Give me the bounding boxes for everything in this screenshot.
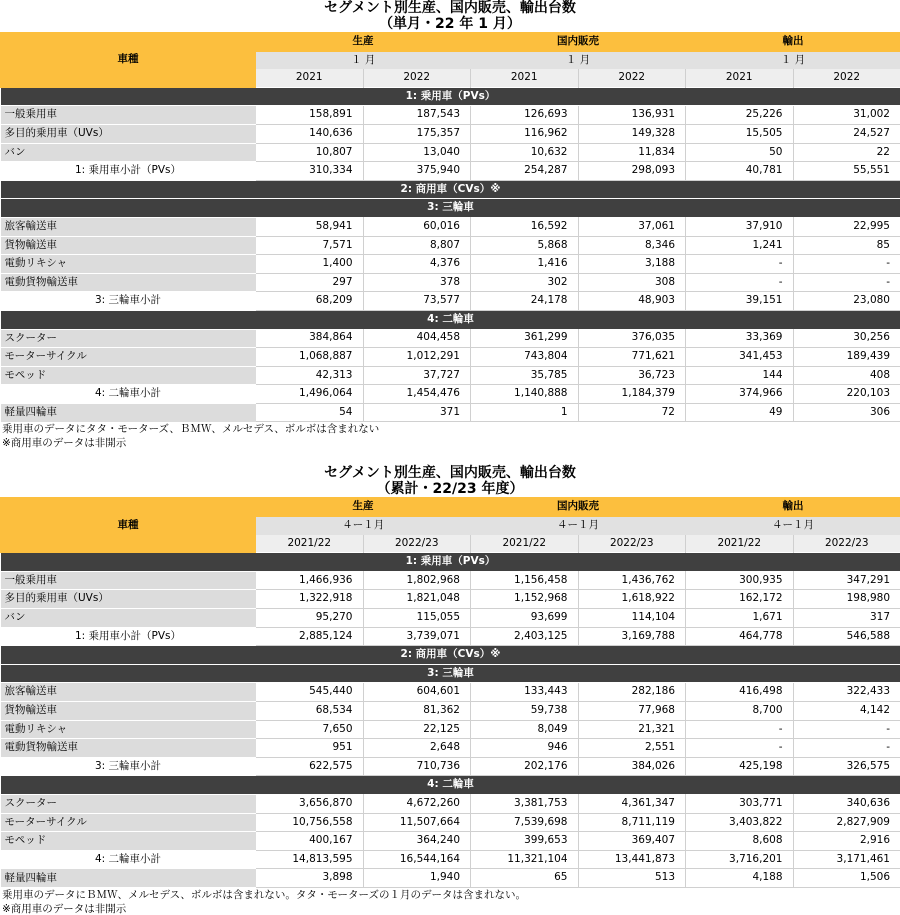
table-cell: 1 xyxy=(471,403,579,422)
table-cell: 1,241 xyxy=(686,236,794,255)
table-cell: 743,804 xyxy=(471,348,579,367)
table-cell: 254,287 xyxy=(471,162,579,181)
table-cell: 3,898 xyxy=(256,869,364,888)
table-cell: 24,178 xyxy=(471,292,579,311)
table-cell: 140,636 xyxy=(256,124,364,143)
header-group-production: 生産 xyxy=(256,498,471,517)
table-cell: 126,693 xyxy=(471,106,579,125)
table-cell: 1,184,379 xyxy=(578,385,686,404)
table-cell: 49 xyxy=(686,403,794,422)
table-cell: 85 xyxy=(793,236,900,255)
table-cell: 220,103 xyxy=(793,385,900,404)
row-label: 多目的乗用車（UVs） xyxy=(1,590,256,609)
table-cell: 50 xyxy=(686,143,794,162)
row-label: モーターサイクル xyxy=(1,348,256,367)
table-row xyxy=(1,106,900,125)
table-row xyxy=(1,739,900,758)
section-heading: 1: 乗用車（PVs） xyxy=(1,553,900,572)
row-label: 電動貨物輸送車 xyxy=(1,739,256,758)
table-cell: - xyxy=(793,273,900,292)
table-cell: 400,167 xyxy=(256,832,364,851)
table-cell: 1,322,918 xyxy=(256,590,364,609)
table-cell: 371 xyxy=(363,403,471,422)
table-cell: 8,049 xyxy=(471,720,579,739)
table-cell: 23,080 xyxy=(793,292,900,311)
section-row-two-wheeler xyxy=(1,776,900,795)
table1-block xyxy=(0,0,900,450)
table-cell: 198,980 xyxy=(793,590,900,609)
table-cell: 8,807 xyxy=(363,236,471,255)
header-group-production: 生産 xyxy=(256,33,471,52)
header-year: 2022 xyxy=(793,69,900,87)
subtotal-row xyxy=(1,757,900,776)
footnote: ※商用車のデータは非開示 xyxy=(2,437,127,450)
header-year: 2021 xyxy=(256,69,364,87)
section-row-three-wheeler xyxy=(1,664,900,683)
table-cell: 4,188 xyxy=(686,869,794,888)
row-label: スクーター xyxy=(1,329,256,348)
table-cell: 10,807 xyxy=(256,143,364,162)
table-cell: 2,916 xyxy=(793,832,900,851)
table-cell: 149,328 xyxy=(578,124,686,143)
table-cell: 604,601 xyxy=(363,683,471,702)
table-cell: 1,156,458 xyxy=(471,571,579,590)
table-cell: 115,055 xyxy=(363,609,471,628)
table-row xyxy=(1,720,900,739)
table-cell: 10,632 xyxy=(471,143,579,162)
table-cell: 11,507,664 xyxy=(363,813,471,832)
header-year: 2022/23 xyxy=(363,535,471,553)
table-cell: - xyxy=(686,273,794,292)
table-cell: 36,723 xyxy=(578,366,686,385)
section-heading: 2: 商用車（CVs）※ xyxy=(1,646,900,665)
header-period: １ 月 xyxy=(256,51,471,69)
section-heading: 3: 三輪車 xyxy=(1,664,900,683)
table-cell: 93,699 xyxy=(471,609,579,628)
table-cell: 59,738 xyxy=(471,702,579,721)
table-cell: 622,575 xyxy=(256,757,364,776)
table-cell: 3,188 xyxy=(578,255,686,274)
row-label: 一般乗用車 xyxy=(1,571,256,590)
header-year: 2022/23 xyxy=(793,535,900,553)
header-period: １ 月 xyxy=(686,51,900,69)
table-cell: 30,256 xyxy=(793,329,900,348)
header-year: 2022 xyxy=(363,69,471,87)
section-row-three-wheeler xyxy=(1,199,900,218)
table-cell: 4,672,260 xyxy=(363,794,471,813)
table-cell: 187,543 xyxy=(363,106,471,125)
section-heading: 2: 商用車（CVs）※ xyxy=(1,180,900,199)
row-label: 軽量四輪車 xyxy=(1,403,256,422)
table-cell: 136,931 xyxy=(578,106,686,125)
table-cell: 946 xyxy=(471,739,579,758)
table-cell: 340,636 xyxy=(793,794,900,813)
header-row-groups xyxy=(1,33,900,52)
table-cell: 4,142 xyxy=(793,702,900,721)
table-row xyxy=(1,869,900,888)
table-cell: 384,026 xyxy=(578,757,686,776)
row-label: 多目的乗用車（UVs） xyxy=(1,124,256,143)
table-cell: 68,209 xyxy=(256,292,364,311)
header-year: 2021/22 xyxy=(256,535,364,553)
table-cell: 95,270 xyxy=(256,609,364,628)
table-cell: 317 xyxy=(793,609,900,628)
subtotal-row xyxy=(1,385,900,404)
table-cell: 40,781 xyxy=(686,162,794,181)
table-cell: 1,436,762 xyxy=(578,571,686,590)
table-cell: 303,771 xyxy=(686,794,794,813)
table-cell: 1,012,291 xyxy=(363,348,471,367)
table-cell: 3,656,870 xyxy=(256,794,364,813)
row-label: 4: 二輪車小計 xyxy=(1,385,256,404)
table-cell: 81,362 xyxy=(363,702,471,721)
table2-block xyxy=(0,465,900,915)
table-cell: 202,176 xyxy=(471,757,579,776)
table-cell: 364,240 xyxy=(363,832,471,851)
table-cell: 513 xyxy=(578,869,686,888)
table-cell: 21,321 xyxy=(578,720,686,739)
table-cell: 1,466,936 xyxy=(256,571,364,590)
table-cell: 310,334 xyxy=(256,162,364,181)
section-heading: 3: 三輪車 xyxy=(1,199,900,218)
table-row xyxy=(1,683,900,702)
row-label: 電動リキシャ xyxy=(1,720,256,739)
table-cell: 1,068,887 xyxy=(256,348,364,367)
table-cell: 15,505 xyxy=(686,124,794,143)
row-label: スクーター xyxy=(1,794,256,813)
row-label: 1: 乗用車小計（PVs） xyxy=(1,627,256,646)
row-label: バン xyxy=(1,609,256,628)
table-cell: 77,968 xyxy=(578,702,686,721)
table-cell: - xyxy=(686,255,794,274)
header-vehicle-type: 車種 xyxy=(1,33,256,88)
table-cell: 425,198 xyxy=(686,757,794,776)
table-cell: 14,813,595 xyxy=(256,850,364,869)
table-cell: - xyxy=(686,720,794,739)
table-cell: 282,186 xyxy=(578,683,686,702)
spacer xyxy=(0,450,900,465)
row-label: 一般乗用車 xyxy=(1,106,256,125)
table-cell: 464,778 xyxy=(686,627,794,646)
table-row xyxy=(1,236,900,255)
table-cell: 7,571 xyxy=(256,236,364,255)
table-cell: 72 xyxy=(578,403,686,422)
table-cell: 158,891 xyxy=(256,106,364,125)
table-cell: 73,577 xyxy=(363,292,471,311)
table-cell: 114,104 xyxy=(578,609,686,628)
row-label: 貨物輸送車 xyxy=(1,702,256,721)
table-cell: - xyxy=(793,739,900,758)
header-group-domestic-sales: 国内販売 xyxy=(471,498,686,517)
table-cell: 8,346 xyxy=(578,236,686,255)
header-vehicle-type: 車種 xyxy=(1,498,256,553)
table-cell: 37,061 xyxy=(578,217,686,236)
header-year: 2021 xyxy=(471,69,579,87)
row-label: 電動貨物輸送車 xyxy=(1,273,256,292)
table-cell: 308 xyxy=(578,273,686,292)
table-row xyxy=(1,571,900,590)
row-label: 1: 乗用車小計（PVs） xyxy=(1,162,256,181)
section-row-commercial xyxy=(1,646,900,665)
table-cell: 31,002 xyxy=(793,106,900,125)
table-cell: 48,903 xyxy=(578,292,686,311)
table-cell: 322,433 xyxy=(793,683,900,702)
table-cell: 1,506 xyxy=(793,869,900,888)
row-label: 旅客輸送車 xyxy=(1,217,256,236)
table-cell: 65 xyxy=(471,869,579,888)
table-cell: 162,172 xyxy=(686,590,794,609)
segment-table xyxy=(0,497,900,887)
table-cell: 13,441,873 xyxy=(578,850,686,869)
table-cell: 7,539,698 xyxy=(471,813,579,832)
row-label: モーターサイクル xyxy=(1,813,256,832)
table-cell: 416,498 xyxy=(686,683,794,702)
footnote: 乗用車のデータにＢＭＷ、メルセデス、ボルボは含まれない。タタ・モーターズの１月のデータは含まれない。 xyxy=(2,888,526,901)
table-cell: 1,802,968 xyxy=(363,571,471,590)
table-cell: 3,739,071 xyxy=(363,627,471,646)
table-cell: 951 xyxy=(256,739,364,758)
table-subtitle: （単月・22 年 1 月） xyxy=(379,16,521,32)
table-cell: 11,834 xyxy=(578,143,686,162)
table-cell: 369,407 xyxy=(578,832,686,851)
table-row xyxy=(1,329,900,348)
table-cell: 37,727 xyxy=(363,366,471,385)
table-cell: 384,864 xyxy=(256,329,364,348)
footnote: ※商用車のデータは非開示 xyxy=(2,902,127,915)
table-cell: - xyxy=(686,739,794,758)
row-label: 旅客輸送車 xyxy=(1,683,256,702)
table-cell: 2,403,125 xyxy=(471,627,579,646)
subtotal-row xyxy=(1,627,900,646)
row-label: 軽量四輪車 xyxy=(1,869,256,888)
table-cell: 175,357 xyxy=(363,124,471,143)
table-cell: 54 xyxy=(256,403,364,422)
section-row-commercial xyxy=(1,180,900,199)
table-cell: 189,439 xyxy=(793,348,900,367)
row-label: 3: 三輪車小計 xyxy=(1,292,256,311)
table-cell: 35,785 xyxy=(471,366,579,385)
table-cell: 39,151 xyxy=(686,292,794,311)
table-cell: 3,381,753 xyxy=(471,794,579,813)
table-cell: 25,226 xyxy=(686,106,794,125)
table-cell: 347,291 xyxy=(793,571,900,590)
table-cell: 55,551 xyxy=(793,162,900,181)
table-cell: 1,152,968 xyxy=(471,590,579,609)
table-row xyxy=(1,255,900,274)
table-cell: 8,700 xyxy=(686,702,794,721)
table-cell: 24,527 xyxy=(793,124,900,143)
subtotal-row xyxy=(1,162,900,181)
table-cell: 1,940 xyxy=(363,869,471,888)
table-cell: 22 xyxy=(793,143,900,162)
table-row xyxy=(1,813,900,832)
table-cell: 8,711,119 xyxy=(578,813,686,832)
table-cell: 404,458 xyxy=(363,329,471,348)
section-row-passenger xyxy=(1,87,900,106)
section-heading: 4: 二輪車 xyxy=(1,310,900,329)
header-year: 2022/23 xyxy=(578,535,686,553)
table-cell: 16,544,164 xyxy=(363,850,471,869)
table-cell: 361,299 xyxy=(471,329,579,348)
table-cell: 2,827,909 xyxy=(793,813,900,832)
table-cell: 2,885,124 xyxy=(256,627,364,646)
header-year: 2021/22 xyxy=(686,535,794,553)
header-year: 2021/22 xyxy=(471,535,579,553)
table-cell: 300,935 xyxy=(686,571,794,590)
table-cell: 378 xyxy=(363,273,471,292)
table-cell: 2,648 xyxy=(363,739,471,758)
footnote: 乗用車のデータにタタ・モーターズ、ＢＭＷ、メルセデス、ボルボは含まれない xyxy=(2,423,380,436)
table-cell: 1,400 xyxy=(256,255,364,274)
table-cell: 16,592 xyxy=(471,217,579,236)
header-year: 2021 xyxy=(686,69,794,87)
header-group-domestic-sales: 国内販売 xyxy=(471,33,686,52)
subtotal-row xyxy=(1,850,900,869)
table-cell: - xyxy=(793,255,900,274)
table-cell: 22,995 xyxy=(793,217,900,236)
table-cell: 546,588 xyxy=(793,627,900,646)
table-subtitle: （累計・22/23 年度） xyxy=(376,481,524,498)
header-period: ４ー１月 xyxy=(471,517,686,535)
header-period: ４ー１月 xyxy=(686,517,900,535)
table-cell: 3,169,788 xyxy=(578,627,686,646)
row-label: バン xyxy=(1,143,256,162)
subtotal-row xyxy=(1,292,900,311)
table-cell: 42,313 xyxy=(256,366,364,385)
table-row xyxy=(1,366,900,385)
table-cell: 1,496,064 xyxy=(256,385,364,404)
row-label: モペッド xyxy=(1,832,256,851)
table-cell: 4,376 xyxy=(363,255,471,274)
table-cell: 58,941 xyxy=(256,217,364,236)
table-row xyxy=(1,348,900,367)
row-label: 貨物輸送車 xyxy=(1,236,256,255)
segment-table xyxy=(0,32,900,422)
table-cell: 1,671 xyxy=(686,609,794,628)
table-cell: 13,040 xyxy=(363,143,471,162)
table-cell: 297 xyxy=(256,273,364,292)
table-cell: 374,966 xyxy=(686,385,794,404)
table-cell: 7,650 xyxy=(256,720,364,739)
table-cell: 375,940 xyxy=(363,162,471,181)
header-period: ４ー１月 xyxy=(256,517,471,535)
table-row xyxy=(1,403,900,422)
table-cell: 306 xyxy=(793,403,900,422)
table-cell: 1,454,476 xyxy=(363,385,471,404)
table-row xyxy=(1,590,900,609)
table-cell: 10,756,558 xyxy=(256,813,364,832)
table-cell: 22,125 xyxy=(363,720,471,739)
table-cell: 298,093 xyxy=(578,162,686,181)
table-row xyxy=(1,609,900,628)
table-title: セグメント別生産、国内販売、輸出台数 xyxy=(324,0,576,16)
table-cell: 326,575 xyxy=(793,757,900,776)
table-cell: 341,453 xyxy=(686,348,794,367)
table-cell: 1,416 xyxy=(471,255,579,274)
header-year: 2022 xyxy=(578,69,686,87)
row-label: 電動リキシャ xyxy=(1,255,256,274)
table-row xyxy=(1,794,900,813)
table-cell: 1,821,048 xyxy=(363,590,471,609)
table-row xyxy=(1,124,900,143)
header-period: １ 月 xyxy=(471,51,686,69)
table-row xyxy=(1,273,900,292)
table-row xyxy=(1,143,900,162)
table-cell: 4,361,347 xyxy=(578,794,686,813)
table-cell: 399,653 xyxy=(471,832,579,851)
table-cell: 116,962 xyxy=(471,124,579,143)
table-title: セグメント別生産、国内販売、輸出台数 xyxy=(324,465,576,482)
row-label: モペッド xyxy=(1,366,256,385)
table-cell: 1,618,922 xyxy=(578,590,686,609)
table-cell: 771,621 xyxy=(578,348,686,367)
row-label: 4: 二輪車小計 xyxy=(1,850,256,869)
header-group-export: 輸出 xyxy=(686,498,900,517)
table-cell: 3,403,822 xyxy=(686,813,794,832)
table-cell: 37,910 xyxy=(686,217,794,236)
table-cell: - xyxy=(793,720,900,739)
table-row xyxy=(1,217,900,236)
table-cell: 1,140,888 xyxy=(471,385,579,404)
section-row-passenger xyxy=(1,553,900,572)
table-cell: 710,736 xyxy=(363,757,471,776)
table-cell: 3,716,201 xyxy=(686,850,794,869)
table-cell: 302 xyxy=(471,273,579,292)
table-cell: 2,551 xyxy=(578,739,686,758)
table-cell: 545,440 xyxy=(256,683,364,702)
table-row xyxy=(1,832,900,851)
table-row xyxy=(1,702,900,721)
table-cell: 33,369 xyxy=(686,329,794,348)
section-row-two-wheeler xyxy=(1,310,900,329)
table-cell: 11,321,104 xyxy=(471,850,579,869)
header-row-groups xyxy=(1,498,900,517)
table-cell: 144 xyxy=(686,366,794,385)
table-cell: 60,016 xyxy=(363,217,471,236)
row-label: 3: 三輪車小計 xyxy=(1,757,256,776)
section-heading: 1: 乗用車（PVs） xyxy=(1,87,900,106)
table-cell: 5,868 xyxy=(471,236,579,255)
table-cell: 408 xyxy=(793,366,900,385)
table-cell: 376,035 xyxy=(578,329,686,348)
table-cell: 3,171,461 xyxy=(793,850,900,869)
table-cell: 68,534 xyxy=(256,702,364,721)
table-cell: 8,608 xyxy=(686,832,794,851)
header-group-export: 輸出 xyxy=(686,33,900,52)
section-heading: 4: 二輪車 xyxy=(1,776,900,795)
table-cell: 133,443 xyxy=(471,683,579,702)
